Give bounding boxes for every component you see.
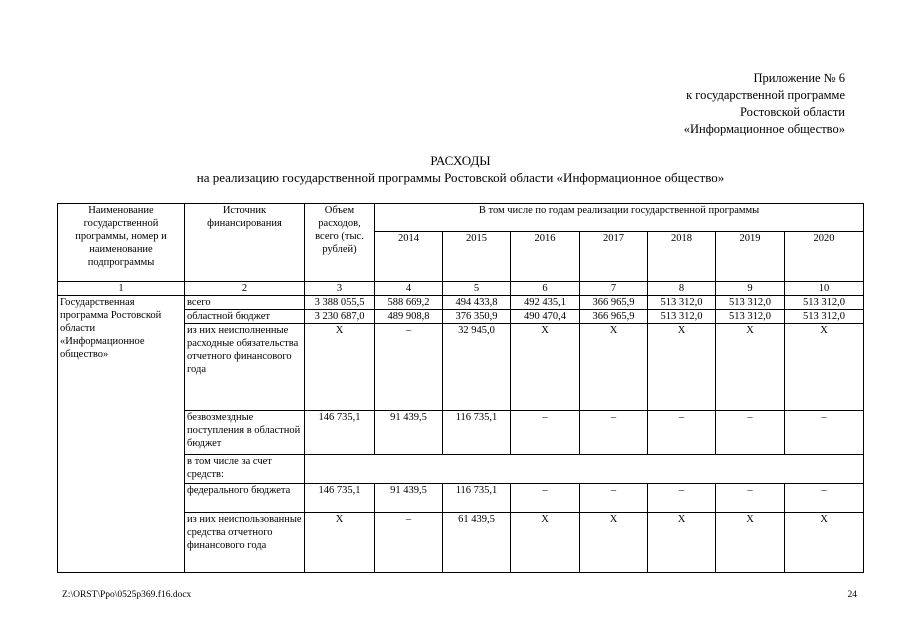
value-cell: X [511, 513, 580, 573]
table-row-total [58, 296, 864, 310]
column-number: 5 [443, 282, 511, 296]
value-cell: X [580, 324, 648, 411]
value-cell: X [716, 324, 785, 411]
column-number: 3 [305, 282, 375, 296]
column-number: 9 [716, 282, 785, 296]
appendix-line-4: «Информационное общество» [683, 122, 845, 136]
value-cell: – [580, 484, 648, 513]
header-year: 2014 [375, 232, 443, 282]
document-title [58, 152, 863, 186]
appendix-line-1: Приложение № 6 [753, 71, 845, 85]
column-number: 7 [580, 282, 648, 296]
value-cell: – [648, 411, 716, 455]
value-cell: X [305, 324, 375, 411]
expenses-table [57, 203, 864, 573]
value-cell: – [511, 411, 580, 455]
value-cell: 489 908,8 [375, 310, 443, 324]
source-cell: федерального бюджета [185, 484, 305, 513]
title-sub: на реализацию государственной программы Ростовской области «Информационное общество» [196, 170, 725, 185]
footer-page-number: 24 [847, 590, 857, 600]
value-cell: 116 735,1 [443, 484, 511, 513]
header-year: 2019 [716, 232, 785, 282]
header-year: 2018 [648, 232, 716, 282]
appendix-line-2: к государственной программе [686, 88, 845, 102]
appendix-line-3: Ростовской области [740, 105, 845, 119]
value-cell: 116 735,1 [443, 411, 511, 455]
column-number: 6 [511, 282, 580, 296]
value-cell: 513 312,0 [785, 310, 864, 324]
column-number: 10 [785, 282, 864, 296]
value-cell: 492 435,1 [511, 296, 580, 310]
value-cell: X [580, 513, 648, 573]
value-cell: 91 439,5 [375, 411, 443, 455]
column-number-row [58, 282, 864, 296]
value-cell: – [375, 324, 443, 411]
value-cell: 91 439,5 [375, 484, 443, 513]
header-name: Наименование государственной программы, номер и наименование подпрограммы [58, 204, 185, 282]
value-cell: 494 433,8 [443, 296, 511, 310]
header-source: Источник финансирования [185, 204, 305, 282]
footer-file-path: Z:\ORST\Ppo\0525p369.f16.docx [62, 590, 192, 600]
column-number: 1 [58, 282, 185, 296]
header-year: 2016 [511, 232, 580, 282]
value-cell: 366 965,9 [580, 310, 648, 324]
title-main: РАСХОДЫ [430, 153, 491, 168]
empty-merged-cell [305, 455, 864, 484]
program-name-cell: Государственная программа Ростовской области «Информационное общество» [58, 296, 185, 573]
value-cell: 146 735,1 [305, 484, 375, 513]
value-cell: 588 669,2 [375, 296, 443, 310]
source-cell: из них неисполненные расходные обязательства отчетного финансового года [185, 324, 305, 411]
column-number: 2 [185, 282, 305, 296]
value-cell: 146 735,1 [305, 411, 375, 455]
value-cell: 366 965,9 [580, 296, 648, 310]
value-cell: – [785, 484, 864, 513]
header-years-group: В том числе по годам реализации государственной программы [375, 204, 864, 232]
value-cell: X [716, 513, 785, 573]
value-cell: – [648, 484, 716, 513]
header-year: 2015 [443, 232, 511, 282]
header-volume: Объем расходов, всего (тыс. рублей) [305, 204, 375, 282]
value-cell: X [648, 513, 716, 573]
value-cell: – [785, 411, 864, 455]
value-cell: 376 350,9 [443, 310, 511, 324]
value-cell: 3 388 055,5 [305, 296, 375, 310]
value-cell: 490 470,4 [511, 310, 580, 324]
column-number: 8 [648, 282, 716, 296]
value-cell: X [785, 324, 864, 411]
source-cell: областной бюджет [185, 310, 305, 324]
appendix-heading [684, 70, 845, 138]
source-cell: всего [185, 296, 305, 310]
value-cell: – [716, 411, 785, 455]
value-cell: 3 230 687,0 [305, 310, 375, 324]
value-cell: – [375, 513, 443, 573]
value-cell: X [648, 324, 716, 411]
value-cell: 513 312,0 [648, 296, 716, 310]
value-cell: 61 439,5 [443, 513, 511, 573]
value-cell: 513 312,0 [785, 296, 864, 310]
value-cell: X [785, 513, 864, 573]
source-cell: безвозмездные поступления в областной бюджет [185, 411, 305, 455]
source-cell: в том числе за счет средств: [185, 455, 305, 484]
header-row-1 [58, 204, 864, 232]
value-cell: 513 312,0 [648, 310, 716, 324]
value-cell: – [716, 484, 785, 513]
value-cell: – [580, 411, 648, 455]
column-number: 4 [375, 282, 443, 296]
source-cell: из них неиспользованные средства отчетного финансового года [185, 513, 305, 573]
value-cell: 513 312,0 [716, 310, 785, 324]
header-year: 2020 [785, 232, 864, 282]
header-year: 2017 [580, 232, 648, 282]
value-cell: X [305, 513, 375, 573]
value-cell: 32 945,0 [443, 324, 511, 411]
value-cell: 513 312,0 [716, 296, 785, 310]
value-cell: – [511, 484, 580, 513]
value-cell: X [511, 324, 580, 411]
